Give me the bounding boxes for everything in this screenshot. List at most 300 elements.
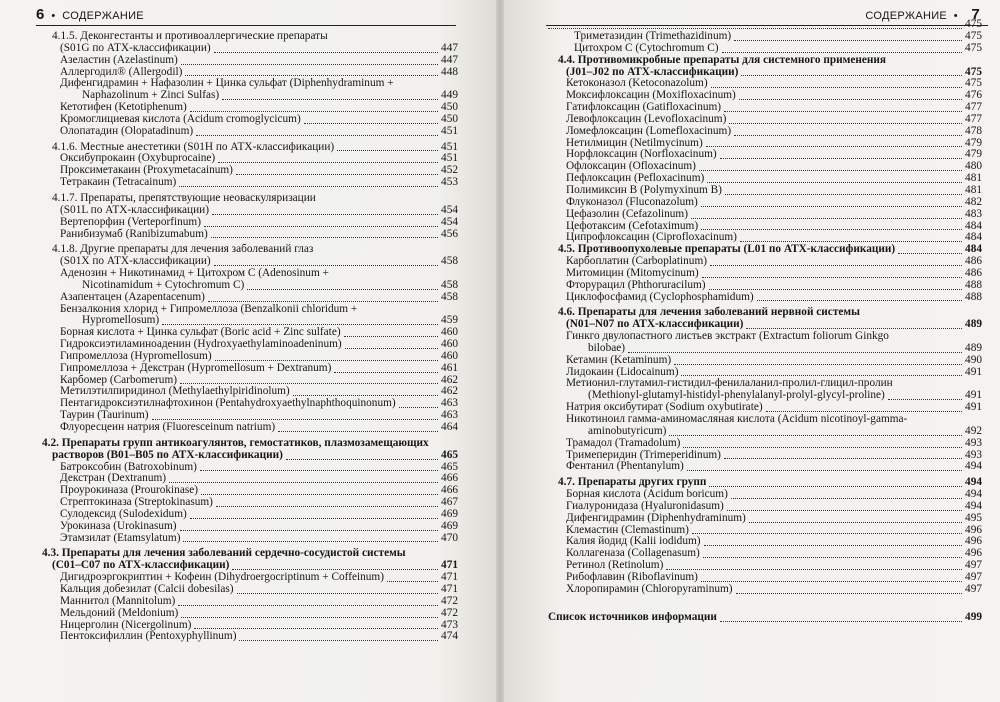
toc-entry-text: Никотиноил гамма-аминомасляная кислота (Acidum nicotinoyl-gamma- — [566, 413, 908, 425]
toc-entry-text: Кетоконазол (Ketoconazolum) — [566, 77, 708, 90]
toc-entry-text: Урокиназа (Urokinasum) — [60, 519, 177, 532]
toc-entry-text: Этамзилат (Etamsylatum) — [60, 531, 181, 544]
toc-entry-text: Бензалкония хлорид + Гипромеллоза (Benzalkonii chloridum + — [60, 302, 358, 315]
book-gutter — [496, 0, 504, 702]
toc-leader-dots — [746, 328, 962, 329]
toc-leader-dots — [628, 352, 962, 353]
toc-leader-dots — [727, 510, 962, 511]
toc-entry-text: Левофлоксацин (Levofloxacinum) — [566, 112, 727, 125]
toc-leader-dots — [704, 545, 963, 546]
toc-leader-dots — [741, 75, 962, 76]
toc-entry-text: Стрептокиназа (Streptokinasum) — [60, 496, 213, 509]
toc-entry-text: Гинкго двулопастного листьев экстракт (Extractum foliorum Ginkgo — [566, 330, 889, 343]
toc-leader-dots — [214, 52, 438, 53]
toc-leader-dots — [212, 214, 438, 215]
toc-leader-dots — [706, 146, 962, 147]
toc-leader-dots — [766, 411, 962, 412]
toc-leader-dots — [709, 486, 962, 487]
toc-entry-text: (C01–C07 по АТХ-классификации) — [52, 559, 230, 572]
toc-entry-text: Кальция добезилат (Calcii dobesilas) — [60, 582, 234, 595]
toc-page-number: 470 — [441, 531, 458, 544]
toc-page-number: 492 — [965, 424, 982, 437]
toc-entry[interactable] — [42, 229, 458, 241]
toc-leader-dots — [201, 494, 438, 495]
toc-entry-text: Гипромеллоза (Hypromellosum) — [60, 349, 212, 362]
toc-leader-dots — [190, 111, 438, 112]
toc-leader-dots — [701, 229, 962, 230]
toc-entry-text: Рибофлавин (Riboflavinum) — [566, 570, 698, 583]
toc-entry[interactable] — [42, 533, 458, 545]
toc-entry-text: 4.4. Противомикробные препараты для системного применения — [558, 53, 887, 66]
right-page-number: 7 — [971, 6, 980, 23]
toc-leader-dots — [179, 186, 438, 187]
toc-entry[interactable] — [42, 438, 458, 462]
toc-page-number: 475 — [965, 30, 982, 42]
toc-entry[interactable] — [42, 31, 458, 55]
left-header-bullet: • — [48, 10, 59, 22]
right-header-bullet: • — [950, 10, 968, 22]
toc-entry-text: Азеластин (Azelastinum) — [60, 53, 178, 66]
toc-page-number: 465 — [441, 460, 458, 473]
toc-page-number: 491 — [965, 365, 982, 378]
toc-page-number: 494 — [965, 460, 982, 473]
toc-entry-text: Митомицин (Mitomycinum) — [566, 266, 699, 279]
toc-entry-title — [42, 533, 458, 545]
toc-entry-title — [548, 292, 982, 304]
right-running-header — [865, 6, 980, 23]
toc-page-number: 475 — [965, 65, 982, 78]
toc-leader-dots — [190, 518, 438, 519]
toc-entry-text: Борная кислота + Цинка сульфат (Boric acid + Zinc sulfate) — [60, 326, 341, 339]
toc-page-number: 491 — [965, 389, 982, 402]
toc-entry-title — [42, 631, 458, 643]
toc-page-number: 477 — [965, 101, 982, 114]
toc-page-number: 486 — [965, 266, 982, 279]
toc-entry-text: Дигидроэргокриптин + Кофеин (Dihydroergocriptinum + Coffeinum) — [60, 571, 384, 584]
toc-leader-dots — [749, 522, 962, 523]
toc-entry-text: Ломефлоксацин (Lomefloxacinum) — [566, 124, 732, 137]
toc-entry-text: Дифенгидрамин (Diphenhydraminum) — [566, 511, 746, 524]
toc-page-number: 479 — [965, 136, 982, 149]
toc-entry-text: (S01X по АТХ-классификации) — [60, 255, 211, 268]
toc-entry-text: Циклофосфамид (Cyclophosphamidum) — [566, 290, 754, 303]
toc-entry-text: 4.6. Препараты для лечения заболеваний нервной системы — [558, 306, 860, 319]
toc-entry-text: Карбоплатин (Carboplatinum) — [566, 255, 707, 268]
toc-entry-text: растворов (B01–B05 по АТХ-классификации) — [52, 448, 283, 461]
toc-entry-text: (J01–J02 по АТХ-классификации) — [566, 65, 739, 78]
toc-page-number: 471 — [441, 559, 458, 572]
toc-entry-title — [42, 229, 458, 241]
toc-page-number: 452 — [441, 164, 458, 177]
toc-page-number: 490 — [965, 353, 982, 366]
toc-leader-dots — [196, 135, 438, 136]
toc-page-number: 458 — [441, 255, 458, 268]
toc-leader-dots — [722, 52, 962, 53]
toc-page-number: 484 — [965, 243, 982, 256]
toc-entry-text: 4.2. Препараты групп антикоагулянтов, гемостатиков, плазмозамещающих — [42, 436, 429, 449]
toc-entry[interactable] — [42, 126, 458, 138]
toc-entry-title — [548, 612, 982, 624]
toc-entry[interactable] — [548, 414, 982, 438]
toc-spacer — [548, 596, 982, 612]
toc-leader-dots — [734, 135, 962, 136]
toc-page-number: 451 — [441, 124, 458, 137]
toc-leader-dots — [669, 435, 962, 436]
toc-entry-title — [42, 126, 458, 138]
toc-page-number: 460 — [441, 349, 458, 362]
toc-leader-dots — [181, 617, 438, 618]
left-toc — [42, 31, 458, 643]
toc-leader-dots — [724, 111, 962, 112]
toc-page-number: 465 — [441, 448, 458, 461]
toc-leader-dots — [387, 581, 438, 582]
toc-entry-text: Кетамин (Ketaminum) — [566, 353, 672, 366]
toc-leader-dots — [200, 470, 438, 471]
toc-page-number: 497 — [965, 559, 982, 572]
toc-leader-dots — [162, 324, 438, 325]
toc-page-number: 458 — [441, 290, 458, 303]
toc-entry-text: 4.7. Препараты других групп — [558, 476, 707, 489]
toc-entry-title — [42, 177, 458, 189]
left-page-number: 6 — [36, 6, 45, 23]
toc-entry-text: Гипромеллоза + Декстран (Hypromellosum + Dextranum) — [60, 361, 332, 374]
toc-page-number: 499 — [965, 610, 982, 623]
toc-entry-text: Норфлоксацин (Norfloxacinum) — [566, 148, 717, 161]
toc-entry[interactable] — [42, 177, 458, 189]
toc-entry-text: Naphazolinum + Zinci Sulfas) — [82, 89, 220, 102]
toc-leader-dots — [304, 123, 438, 124]
toc-entry[interactable] — [548, 584, 982, 596]
toc-page-number: 483 — [965, 207, 982, 220]
toc-page-number: 475 — [965, 41, 982, 54]
toc-entry-text: Олопатадин (Olopatadinum) — [60, 124, 194, 137]
toc-leader-dots — [169, 482, 438, 483]
toc-leader-dots — [185, 75, 438, 76]
toc-entry-text: Гатифлоксацин (Gatifloxacinum) — [566, 101, 722, 114]
toc-entry-text: Сулодексид (Sulodexidum) — [60, 507, 187, 520]
toc-entry-text: Моксифлоксацин (Moxifloxacinum) — [566, 89, 736, 102]
left-header-rule — [36, 25, 456, 26]
toc-entry-text: Проурокиназа (Prourokinase) — [60, 484, 199, 497]
toc-entry[interactable] — [42, 268, 458, 292]
toc-entry-text: Nicotinamidum + Cytochromum C) — [82, 278, 245, 291]
toc-leader-dots — [888, 399, 962, 400]
toc-entry-text: (Methionyl-glutamyl-histidyl-phenylalanyl-prolyl-glycyl-proline) — [588, 389, 885, 402]
toc-leader-dots — [178, 605, 438, 606]
toc-entry[interactable] — [42, 244, 458, 268]
right-toc — [548, 18, 982, 624]
toc-entry[interactable] — [42, 631, 458, 643]
toc-page-number: 489 — [965, 318, 982, 331]
toc-entry-text: Флуконазол (Fluconazolum) — [566, 195, 698, 208]
toc-entry-text: aminobutyricum) — [588, 424, 667, 437]
toc-leader-dots — [232, 569, 438, 570]
toc-leader-dots — [681, 375, 962, 376]
toc-leader-dots — [702, 277, 962, 278]
toc-entry-text: 4.1.7. Препараты, препятствующие неоваскуляризации — [52, 191, 316, 204]
toc-entry-text: Пефлоксацин (Pefloxacinum) — [566, 172, 705, 185]
toc-page-number: 486 — [965, 255, 982, 268]
right-page — [504, 0, 1000, 702]
toc-page-number: 488 — [965, 278, 982, 291]
toc-page-number: 458 — [441, 278, 458, 291]
toc-page-number: 496 — [965, 547, 982, 560]
toc-entry[interactable] — [548, 307, 982, 331]
toc-leader-dots — [710, 265, 962, 266]
toc-page-number: 496 — [965, 535, 982, 548]
toc-page-number: 463 — [441, 409, 458, 422]
toc-leader-dots — [222, 99, 438, 100]
toc-page-number: 479 — [965, 148, 982, 161]
toc-leader-dots — [701, 581, 962, 582]
toc-entry-text: Карбомер (Carbomerum) — [60, 373, 177, 386]
toc-entry[interactable] — [548, 55, 982, 79]
toc-leader-dots — [739, 99, 962, 100]
toc-entry[interactable] — [42, 422, 458, 434]
toc-entry-text: Метионил-глутамил-гистидил-фенилаланил-пролил-глицил-пролин — [566, 377, 893, 390]
toc-entry-text: (N01–N07 по АТХ-классификации) — [566, 318, 744, 331]
toc-entry-text: Список источников информации — [548, 610, 717, 623]
toc-entry-text: 4.1.8. Другие препараты для лечения заболеваний глаз — [52, 243, 314, 256]
toc-entry-text: Проксиметакаин (Proxymetacainum) — [60, 164, 233, 177]
toc-page-number: 448 — [441, 65, 458, 78]
toc-entry-text: 4.5. Противоопухолевые препараты (L01 по АТХ-классификации) — [558, 243, 896, 256]
toc-leader-dots — [666, 569, 962, 570]
toc-leader-dots — [757, 300, 962, 301]
toc-leader-dots — [180, 383, 438, 384]
toc-leader-dots — [709, 289, 963, 290]
toc-leader-dots — [548, 28, 962, 29]
toc-page-number: 447 — [441, 53, 458, 66]
toc-entry[interactable] — [42, 193, 458, 217]
toc-entry-text: Аденозин + Никотинамид + Цитохром С (Adenosinum + — [60, 267, 329, 280]
toc-entry[interactable] — [42, 304, 458, 328]
toc-entry-text: Офлоксацин (Ofloxacinum) — [566, 160, 696, 173]
toc-entry-text: (S01L по АТХ-классификации) — [60, 203, 209, 216]
toc-entry[interactable] — [548, 292, 982, 304]
toc-entry-text: 4.1.6. Местные анестетики (S01H по АТХ-классификации) — [52, 140, 335, 153]
toc-leader-dots — [711, 87, 962, 88]
toc-page-number: 460 — [441, 326, 458, 339]
toc-leader-dots — [181, 64, 438, 65]
toc-entry-text: Кетотифен (Ketotiphenum) — [60, 101, 187, 114]
toc-page-number: 451 — [441, 140, 458, 153]
toc-leader-dots — [731, 498, 962, 499]
toc-page-number: 464 — [441, 421, 458, 433]
left-running-header — [36, 6, 144, 23]
toc-page-number: 472 — [441, 606, 458, 619]
left-header-title: СОДЕРЖАНИЕ — [62, 10, 144, 22]
toc-entry-text: Ретинол (Retinolum) — [566, 559, 664, 572]
toc-page-number: 462 — [441, 385, 458, 398]
toc-page-number: 488 — [965, 290, 982, 303]
toc-page-number: 484 — [965, 231, 982, 244]
toc-entry[interactable] — [42, 78, 458, 102]
toc-leader-dots — [734, 40, 962, 41]
toc-entry-text: Декстран (Dextranum) — [60, 472, 167, 485]
toc-entry-title — [42, 422, 458, 434]
toc-entry-text: Хлоропирамин (Chloropyraminum) — [566, 582, 733, 595]
toc-leader-dots — [674, 364, 962, 365]
toc-leader-dots — [237, 593, 439, 594]
toc-entry-text: Полимиксин В (Polymyxinum В) — [566, 183, 722, 196]
toc-entry[interactable] — [548, 378, 982, 402]
toc-leader-dots — [692, 533, 962, 534]
toc-entry-text: Коллагеназа (Collagenasum) — [566, 547, 700, 560]
toc-page-number: 497 — [965, 570, 982, 583]
toc-entry-text: Метилэтилпиридинол (Methylaethylpiridinolum) — [60, 385, 290, 398]
toc-page-number: 495 — [965, 511, 982, 524]
toc-entry[interactable] — [548, 331, 982, 355]
toc-leader-dots — [707, 182, 962, 183]
toc-leader-dots — [211, 237, 438, 238]
toc-entry[interactable] — [548, 612, 982, 624]
toc-page-number: 461 — [441, 361, 458, 374]
toc-leader-dots — [701, 206, 962, 207]
toc-page-number: 463 — [441, 397, 458, 410]
toc-page-number: 466 — [441, 484, 458, 497]
toc-entry-text: Пентагидроксиэтилнафтохинон (Pentahydroxyaethylnaphthoquinonum) — [60, 397, 396, 410]
toc-leader-dots — [725, 194, 962, 195]
toc-leader-dots — [683, 447, 962, 448]
toc-entry-text: Тримеперидин (Trimeperidinum) — [566, 448, 721, 461]
toc-entry-text: Дифенгидрамин + Нафазолин + Цинка сульфат (Diphenhydraminum + — [60, 77, 394, 90]
toc-entry-text: Цефотаксим (Cefotaximum) — [566, 219, 699, 232]
toc-leader-dots — [152, 419, 438, 420]
toc-leader-dots — [214, 265, 438, 266]
toc-entry[interactable] — [548, 461, 982, 473]
toc-leader-dots — [236, 174, 438, 175]
toc-entry-text: Гиалуронидаза (Hyaluronidasum) — [566, 499, 724, 512]
toc-entry-text: Азапентацен (Azapentacenum) — [60, 290, 205, 303]
toc-page-number: 450 — [441, 112, 458, 125]
toc-entry-text: Мельдоний (Meldonium) — [60, 606, 179, 619]
toc-page-number: 494 — [965, 488, 982, 501]
toc-leader-dots — [898, 253, 962, 254]
toc-page-number: 453 — [441, 176, 458, 189]
toc-entry-text: Ципрофлоксацин (Ciprofloxacinum) — [566, 231, 737, 244]
toc-page-number: 471 — [441, 571, 458, 584]
toc-leader-dots — [345, 348, 438, 349]
toc-page-number: 496 — [965, 523, 982, 536]
toc-entry-text: Клемастин (Clemastinum) — [566, 523, 689, 536]
toc-leader-dots — [736, 593, 963, 594]
toc-leader-dots — [218, 162, 438, 163]
toc-leader-dots — [344, 336, 438, 337]
toc-entry-text: Триметазидин (Trimethazidinum) — [574, 30, 732, 42]
toc-page-number: 469 — [441, 507, 458, 520]
toc-leader-dots — [208, 301, 438, 302]
toc-leader-dots — [687, 470, 962, 471]
toc-entry-text: Флуоресцеин натрия (Fluoresceinum natrium) — [60, 421, 276, 433]
toc-page-number: 454 — [441, 203, 458, 216]
toc-entry-text: Лидокаин (Lidocainum) — [566, 365, 679, 378]
toc-entry-text: Гидроксиэтиламиноаденин (Hydroxyaethylaminoadeninum) — [60, 338, 342, 351]
toc-entry-text: (S01G по АТХ-классификации) — [60, 41, 211, 54]
toc-leader-dots — [239, 640, 438, 641]
toc-entry-text: Трамадол (Tramadolum) — [566, 436, 681, 449]
toc-leader-dots — [334, 372, 438, 373]
toc-page-number: 475 — [965, 77, 982, 90]
toc-page-number: 478 — [965, 124, 982, 137]
toc-page-number: 473 — [441, 618, 458, 631]
toc-leader-dots — [183, 541, 438, 542]
toc-page-number: 467 — [441, 496, 458, 509]
toc-entry-text: Натрия оксибутират (Sodium oxybutirate) — [566, 401, 763, 414]
toc-leader-dots — [286, 459, 438, 460]
toc-page-number: 450 — [441, 101, 458, 114]
toc-entry-text: Цефазолин (Cefazolinum) — [566, 207, 688, 220]
toc-page-number: 489 — [965, 341, 982, 354]
toc-page-number: 476 — [965, 89, 982, 102]
toc-leader-dots — [729, 123, 962, 124]
toc-leader-dots — [724, 458, 962, 459]
toc-entry[interactable] — [42, 548, 458, 572]
toc-leader-dots — [337, 150, 438, 151]
toc-entry-text: Тетракаин (Tetracainum) — [60, 176, 177, 189]
toc-entry-text: Калия йодид (Kalii iodidum) — [566, 535, 701, 548]
toc-leader-dots — [691, 218, 962, 219]
toc-page-number: 494 — [965, 476, 982, 489]
toc-leader-dots — [215, 360, 438, 361]
toc-page-number: 471 — [441, 582, 458, 595]
toc-leader-dots — [699, 170, 962, 171]
right-header-title: СОДЕРЖАНИЕ — [865, 10, 948, 22]
toc-entry-text: Нетилмицин (Netilmycinum) — [566, 136, 703, 149]
toc-page-number: 480 — [965, 160, 982, 173]
toc-leader-dots — [216, 506, 438, 507]
toc-page-number: 481 — [965, 183, 982, 196]
toc-entry-title — [548, 584, 982, 596]
toc-page-number: 460 — [441, 338, 458, 351]
toc-entry-text: Фторурацил (Phthoruracilum) — [566, 278, 706, 291]
toc-page-number: 456 — [441, 227, 458, 240]
right-header-rule — [546, 25, 988, 26]
toc-page-number: 477 — [965, 112, 982, 125]
toc-page-number: 472 — [441, 594, 458, 607]
toc-leader-dots — [293, 395, 438, 396]
toc-entry-text: Ранибизумаб (Ranibizumabum) — [60, 227, 208, 240]
toc-page-number: 459 — [441, 314, 458, 327]
toc-page-number: 497 — [965, 582, 982, 595]
toc-page-number: 462 — [441, 373, 458, 386]
left-page — [0, 0, 496, 702]
toc-page-number: 469 — [441, 519, 458, 532]
toc-entry-text: Цитохром С (Cytochromum C) — [574, 41, 719, 54]
toc-entry-text: Вертепорфин (Verteporfinum) — [60, 215, 201, 228]
toc-leader-dots — [740, 241, 962, 242]
toc-page-number: 447 — [441, 41, 458, 54]
toc-entry-text: 4.3. Препараты для лечения заболеваний сердечно-сосудистой системы — [42, 547, 406, 560]
toc-page-number: 474 — [441, 630, 458, 643]
toc-leader-dots — [720, 621, 962, 622]
toc-page-number: 466 — [441, 472, 458, 485]
toc-page-number: 493 — [965, 436, 982, 449]
toc-entry-text: Аллергодил® (Allergodil) — [60, 65, 183, 78]
toc-page-number: 482 — [965, 195, 982, 208]
toc-page-number: 454 — [441, 215, 458, 228]
toc-entry-text: Батроксобин (Batroxobinum) — [60, 460, 197, 473]
toc-leader-dots — [399, 407, 438, 408]
toc-entry-text: Фентанил (Phentanylum) — [566, 460, 684, 473]
toc-entry-text: Ницерголин (Nicergolinum) — [60, 618, 192, 631]
toc-leader-dots — [278, 431, 438, 432]
toc-entry-text: Борная кислота (Acidum boricum) — [566, 488, 728, 501]
toc-page-number: 491 — [965, 401, 982, 414]
toc-entry-text: Маннитол (Mannitolum) — [60, 594, 176, 607]
toc-page-number: 451 — [441, 152, 458, 165]
toc-entry-text: Оксибупрокаин (Oxybuprocaine) — [60, 152, 216, 165]
